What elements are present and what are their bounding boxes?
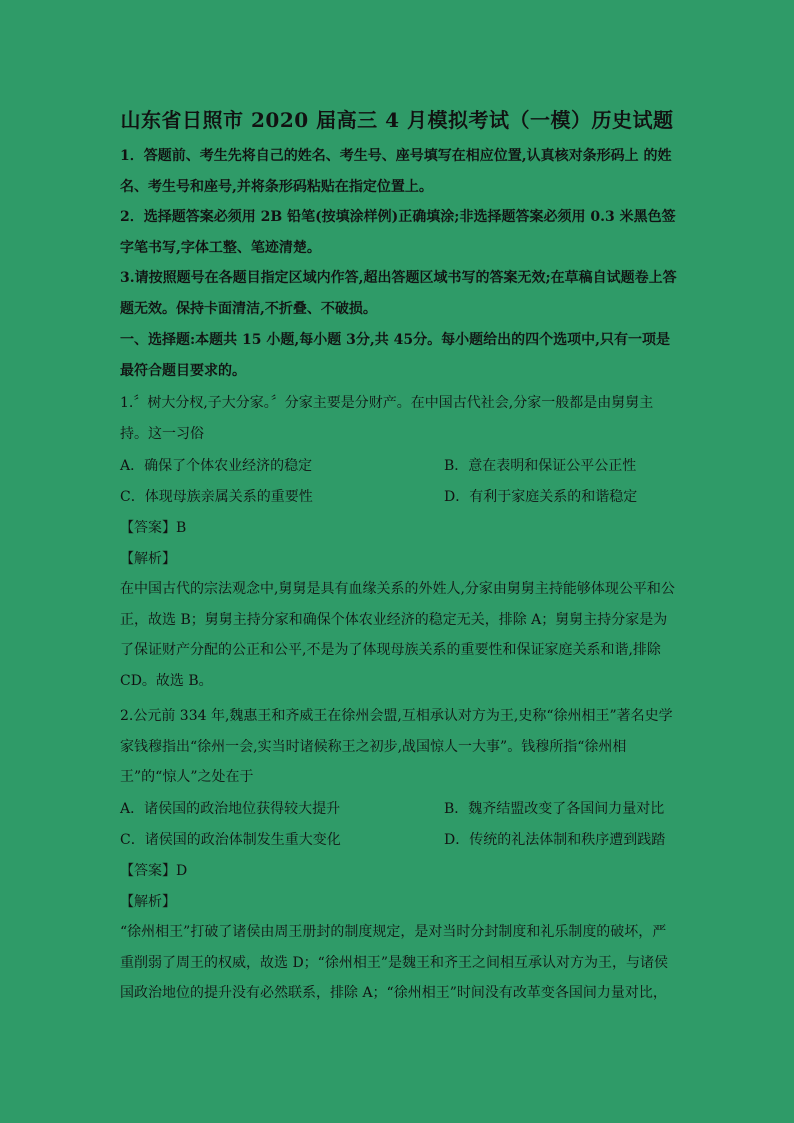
question-1-answer: 【答案】B [120, 520, 187, 536]
instruction-2: 2．选择题答案必须用 2B 铅笔(按填涂样例)正确填涂;非选择题答案必须用 0.3 米黑色签字笔书写,字体工整、笔迹清楚。 [120, 209, 676, 256]
page-title: 山东省日照市 2020 届高三 4 月模拟考试（一模）历史试题 [120, 108, 674, 132]
instruction-3: 3.请按照题号在各题目指定区域内作答,超出答题区域书写的答案无效;在草稿自试题卷上答题无效。保持卡面清洁,不折叠、不破损。 [120, 270, 677, 317]
question-2-answer: 【答案】D [120, 863, 188, 879]
question-1-analysis: 在中国古代的宗法观念中,舅舅是具有血缘关系的外姓人,分家由舅舅主持能够体现公平和公正，故选 B；舅舅主持分家和确保个体农业经济的稳定无关，排除 A；舅舅主持分家是为了保证财产分配的公正和公平,不是为了体现母族关系的重要性和保证家庭关系和谐,排除 CD。故选 B。 [120, 581, 675, 689]
instruction-1: 1．答题前、考生先将自己的姓名、考生号、座号填写在相应位置,认真核对条形码上 的姓名、考生号和座号,并将条形码粘贴在指定位置上。 [120, 148, 672, 195]
question-1-option-b: B．意在表明和保证公平公正性 [444, 458, 637, 474]
question-1-option-c: C．体现母族亲属关系的重要性 [120, 489, 313, 505]
question-2-option-c: C．诸侯国的政治体制发生重大变化 [120, 832, 341, 848]
question-2-option-a: A．诸侯国的政治地位获得较大提升 [120, 801, 341, 817]
question-2-stem: 2.公元前 334 年,魏惠王和齐威王在徐州会盟,互相承认对方为王,史称“徐州相王”著名史学家钱穆指出“徐州一会,实当时诸候称王之初步,战国惊人一大事”。钱穆所指“徐州相王”的“惊人”之处在于 [120, 708, 673, 785]
question-2-analysis-label: 【解析】 [120, 894, 176, 910]
question-1-option-d: D．有利于家庭关系的和谐稳定 [444, 489, 638, 505]
question-2-option-b: B．魏齐结盟改变了各国间力量对比 [444, 801, 665, 817]
question-1-option-a: A．确保了个体农业经济的稳定 [120, 458, 313, 474]
section-heading: 一、选择题:本题共 15 小题,每小题 3分,共 45分。每小题给出的四个选项中,只有一项是最符合题目要求的。 [120, 332, 670, 379]
question-1-analysis-label: 【解析】 [120, 551, 176, 567]
question-1-stem: 1.〞树大分杈,子大分家。〞分家主要是分财产。在中国古代社会,分家一般都是由舅舅主持。这一习俗 [120, 395, 654, 442]
question-2-analysis: “徐州相王”打破了诸侯由周王册封的制度规定，是对当时分封制度和礼乐制度的破坏，严重削弱了周王的权威，故选 D；“徐州相王”是魏王和齐王之间相互承认对方为王，与诸侯国政治地位的提升没有必然联系，排除 A；“徐州相王”时间没有改革变各国间力量对比， [120, 924, 668, 1001]
question-2-option-d: D．传统的礼法体制和秩序遭到践踏 [444, 832, 666, 848]
